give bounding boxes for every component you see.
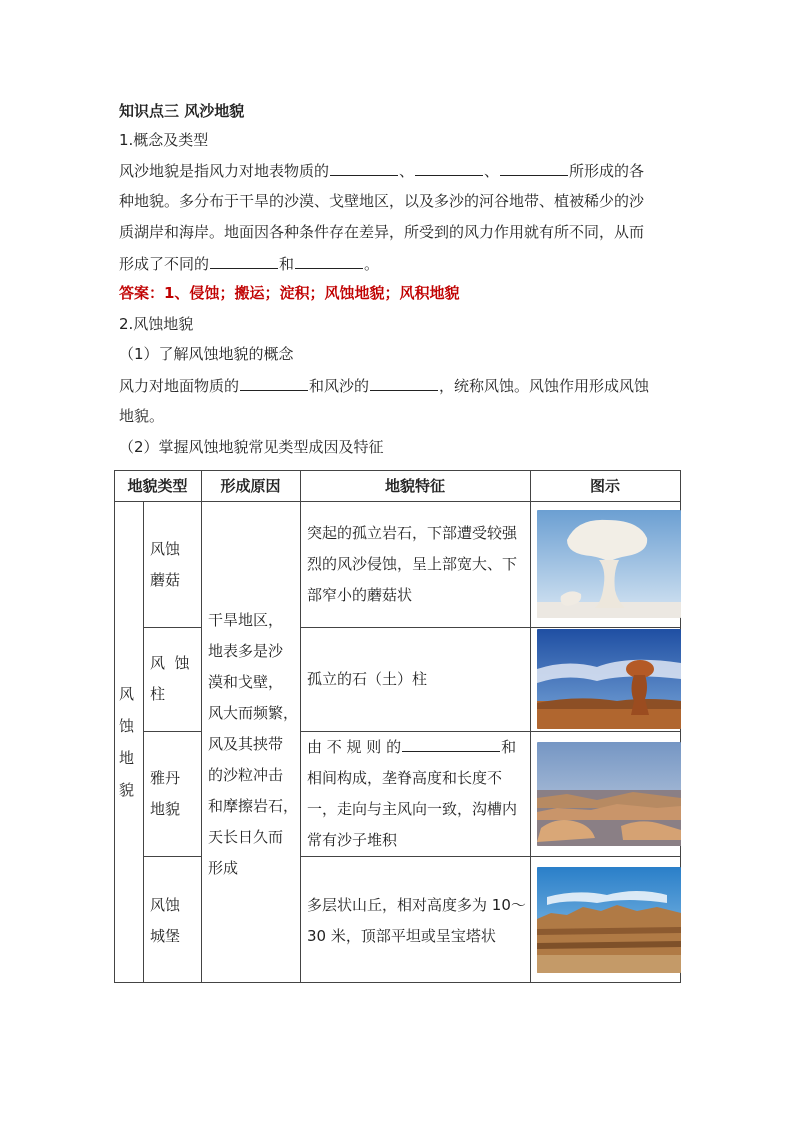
header-feature: 地貌特征 [384, 477, 445, 495]
group-char: 风 [119, 685, 135, 703]
para2-line1 [119, 375, 679, 396]
cause-line: 天长日久而 [208, 828, 284, 846]
feature-yardang-line: 常有沙子堆积 [307, 831, 398, 849]
subheading-wind-erosion: 2.风蚀地貌 [119, 315, 194, 333]
para1-line2: 种地貌。多分布于干旱的沙漠、戈壁地区，以及多沙的河谷地带、植被稀少的沙 [119, 192, 645, 210]
group-char: 貌 [119, 781, 135, 799]
text: 风力对地面物质的 [119, 377, 240, 395]
text: 和 [279, 255, 295, 273]
text: ，统称风蚀。风蚀作用形成风蚀 [439, 377, 650, 395]
cause-line: 的沙粒冲击 [208, 766, 284, 784]
cause-line: 漠和戈壁， [208, 673, 284, 691]
type-pillar-1: 风 蚀 [150, 654, 190, 672]
blank-8 [402, 736, 500, 752]
para1-line4 [119, 253, 679, 274]
text: 风沙地貌是指风力对地表物质的 [119, 162, 330, 180]
text: 。 [364, 255, 380, 273]
blank-3 [500, 160, 568, 176]
feature-yardang-line: 相间构成，垄脊高度和长度不 [307, 769, 503, 787]
feature-castle-line: 多层状山丘，相对高度多为 10～ [307, 896, 526, 914]
blank-6 [240, 375, 308, 391]
feature-pillar-line: 孤立的石（土）柱 [307, 670, 428, 688]
point1: （1）了解风蚀地貌的概念 [119, 345, 294, 363]
text: 和 [501, 738, 517, 756]
feature-yardang-line: 一，走向与主风向一致，沟槽内 [307, 800, 518, 818]
section-title: 知识点三 风沙地貌 [119, 102, 245, 120]
mushroom-rock-photo [537, 510, 681, 618]
yardang-photo [537, 742, 681, 846]
feature-mushroom-line: 烈的风沙侵蚀，呈上部宽大、下 [307, 555, 518, 573]
group-char: 蚀 [119, 717, 135, 735]
text: 、 [399, 162, 415, 180]
text: 所形成的各 [569, 162, 645, 180]
blank-1 [330, 160, 398, 176]
blank-7 [370, 375, 438, 391]
blank-2 [415, 160, 483, 176]
header-landform-type: 地貌类型 [127, 477, 188, 495]
blank-5 [295, 253, 363, 269]
cause-line: 和摩擦岩石， [208, 797, 299, 815]
text: 形成了不同的 [119, 255, 210, 273]
wind-castle-photo [537, 867, 681, 973]
text: 、 [484, 162, 500, 180]
header-illustration: 图示 [589, 477, 620, 495]
point2: （2）掌握风蚀地貌常见类型成因及特征 [119, 438, 384, 456]
cause-line: 风大而频繁， [208, 704, 299, 722]
type-pillar-2: 柱 [150, 685, 166, 703]
feature-mushroom-line: 突起的孤立岩石，下部遭受较强 [307, 524, 518, 542]
blank-4 [210, 253, 278, 269]
type-castle-1: 风蚀 [150, 896, 181, 914]
cause-line: 地表多是沙 [208, 642, 284, 660]
feature-yardang-line1 [307, 731, 527, 763]
para1-line1 [119, 160, 679, 181]
feature-castle-line: 30 米，顶部平坦或呈宝塔状 [307, 927, 496, 945]
cause-line: 风及其挟带 [208, 735, 284, 753]
cause-line: 干旱地区， [208, 611, 284, 629]
type-castle-2: 城堡 [150, 927, 181, 945]
type-yardang-2: 地貌 [150, 800, 181, 818]
type-yardang-1: 雅丹 [150, 769, 181, 787]
type-mushroom-2: 蘑菇 [150, 571, 181, 589]
answer-line: 答案：1、侵蚀；搬运；淀积；风蚀地貌；风积地貌 [119, 284, 460, 302]
cause-line: 形成 [208, 859, 239, 877]
para2-line2: 地貌。 [119, 407, 165, 425]
header-cause: 形成原因 [220, 477, 281, 495]
type-mushroom-1: 风蚀 [150, 540, 181, 558]
text: 由 不 规 则 的 [307, 738, 402, 756]
subheading-concept: 1.概念及类型 [119, 131, 209, 149]
text: 和风沙的 [309, 377, 370, 395]
group-char: 地 [119, 749, 135, 767]
para1-line3: 质湖岸和海岸。地面因各种条件存在差异，所受到的风力作用就有所不同，从而 [119, 223, 645, 241]
rock-pillar-photo [537, 629, 681, 729]
feature-mushroom-line: 部窄小的蘑菇状 [307, 586, 413, 604]
